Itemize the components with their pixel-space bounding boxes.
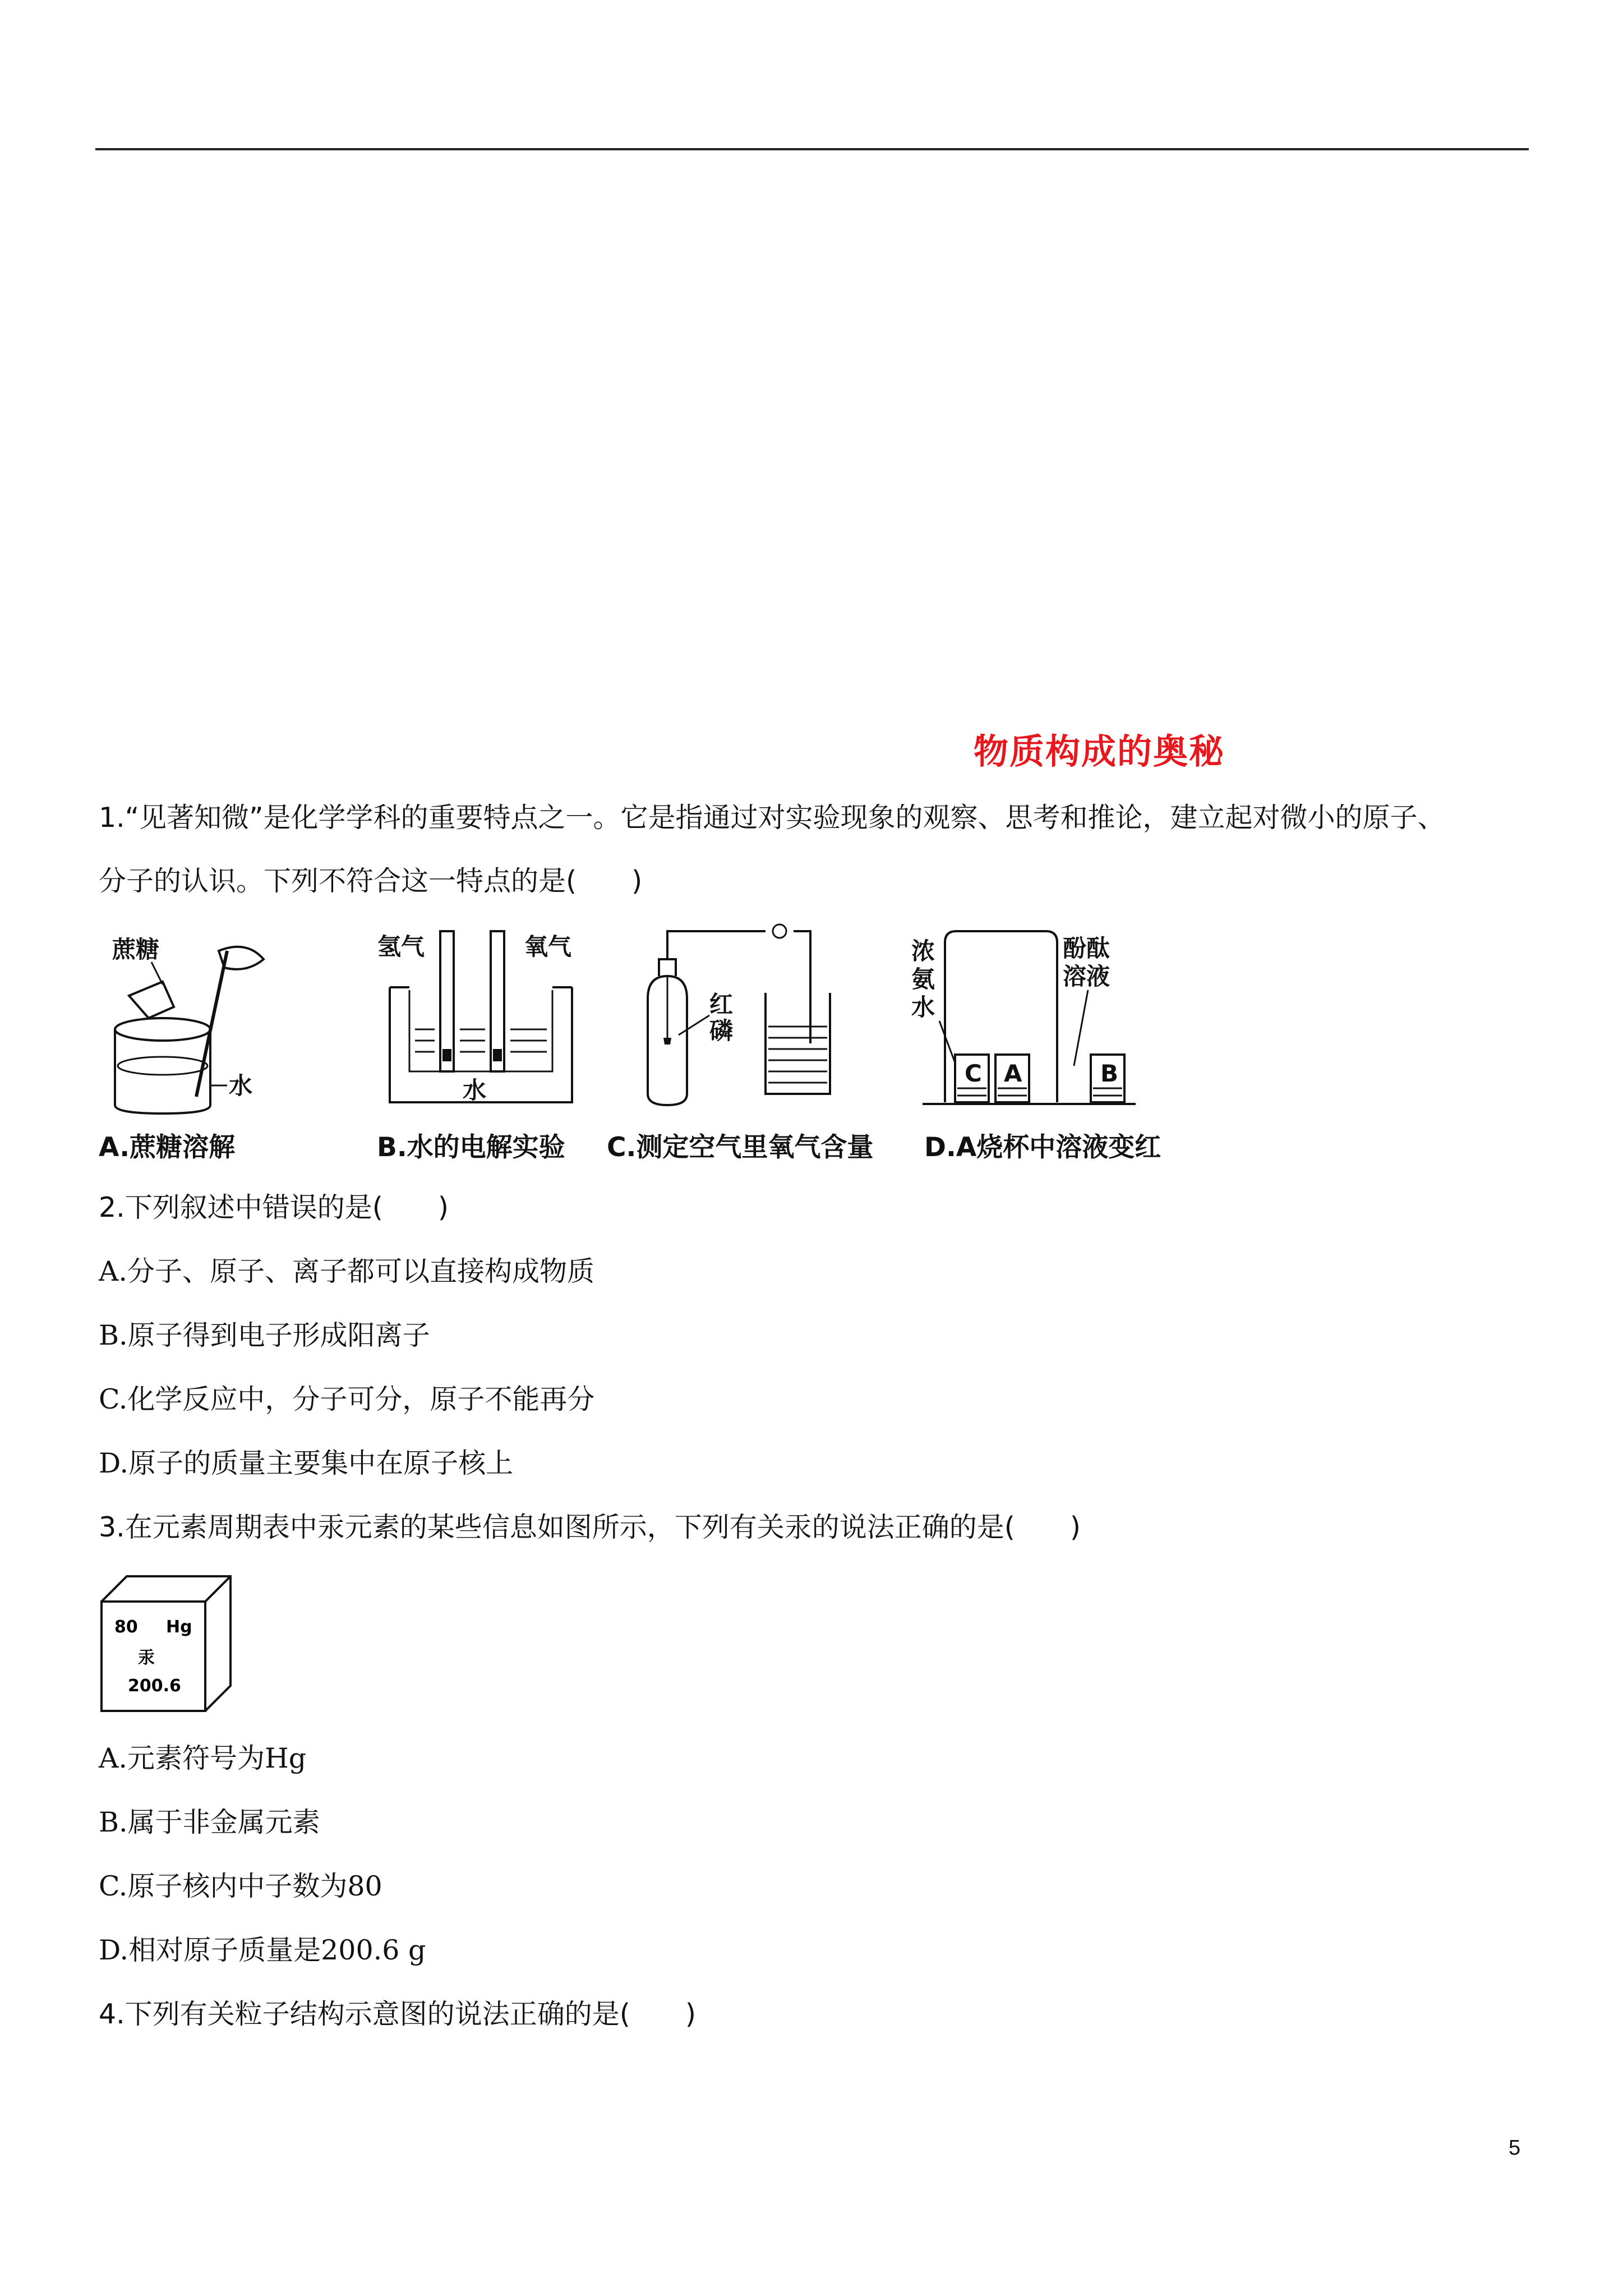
q3-option-d: D.相对原子质量是200.6 g [99,1934,426,1966]
figure-a-label-sugar: 蔗糖 [112,936,160,963]
figure-c-label-red: 红 [709,991,734,1018]
q1-stem-line1: 1.“见著知微”是化学学科的重要特点之一。它是指通过对实验现象的观察、思考和推论，建立起对微小的原子、 [99,802,1445,834]
figure-d-label-conc: 浓 [911,937,935,965]
q2-option-b: B.原子得到电子形成阳离子 [99,1319,430,1351]
figure-a-caption: A.蔗糖溶解 [99,1132,236,1163]
q3-element-symbol: Hg [166,1617,192,1637]
figure-b-label-hydrogen: 氢气 [377,933,425,960]
figure-b-caption: B.水的电解实验 [377,1132,565,1163]
q3-element-mass: 200.6 [128,1676,181,1696]
q3-element-number: 80 [114,1617,138,1637]
q3-stem: 3.在元素周期表中汞元素的某些信息如图所示，下列有关汞的说法正确的是( ) [99,1511,1081,1543]
figure-d-ammonia-diffusion [911,926,1158,1116]
figure-a-label-water: 水 [229,1072,253,1099]
q2-option-c: C.化学反应中，分子可分，原子不能再分 [99,1383,595,1415]
q4-stem: 4.下列有关粒子结构示意图的说法正确的是( ) [99,1998,696,2030]
figure-d-label-solution: 溶液 [1063,963,1110,990]
figure-d-label-phenolphthalein: 酚酞 [1063,935,1110,962]
figure-c-oxygen-measurement [625,914,850,1116]
figure-d-beaker-c: C [965,1060,982,1087]
figure-d-label-ammonia: 氨 [911,965,935,993]
q3-element-name: 汞 [138,1648,155,1668]
figure-b-label-water: 水 [463,1076,487,1104]
figure-d-beaker-a: A [1004,1060,1022,1087]
q2-stem: 2.下列叙述中错误的是( ) [99,1191,449,1223]
figure-b-water-electrolysis [373,920,586,1116]
q2-option-d: D.原子的质量主要集中在原子核上 [99,1447,514,1479]
q3-element-tile [99,1573,233,1714]
figure-c-label-phosphorus: 磷 [709,1017,734,1045]
q1-stem-line2: 分子的认识。下列不符合这一特点的是( ) [99,865,643,897]
figure-b-label-oxygen: 氧气 [524,933,572,960]
page-number: 5 [1509,2136,1521,2160]
q3-option-a: A.元素符号为Hg [99,1742,307,1774]
q3-option-c: C.原子核内中子数为80 [99,1870,382,1902]
header-rule [95,148,1529,150]
q2-option-a: A.分子、原子、离子都可以直接构成物质 [99,1255,594,1287]
page-title: 物质构成的奥秘 [974,731,1225,772]
figure-d-beaker-b: B [1100,1060,1119,1087]
figure-a-sugar-dissolving [95,928,275,1119]
q3-option-b: B.属于非金属元素 [99,1806,320,1838]
figure-d-label-water: 水 [911,993,935,1021]
figure-d-caption: D.A烧杯中溶液变红 [924,1132,1161,1163]
figure-c-caption: C.测定空气里氧气含量 [607,1132,874,1163]
